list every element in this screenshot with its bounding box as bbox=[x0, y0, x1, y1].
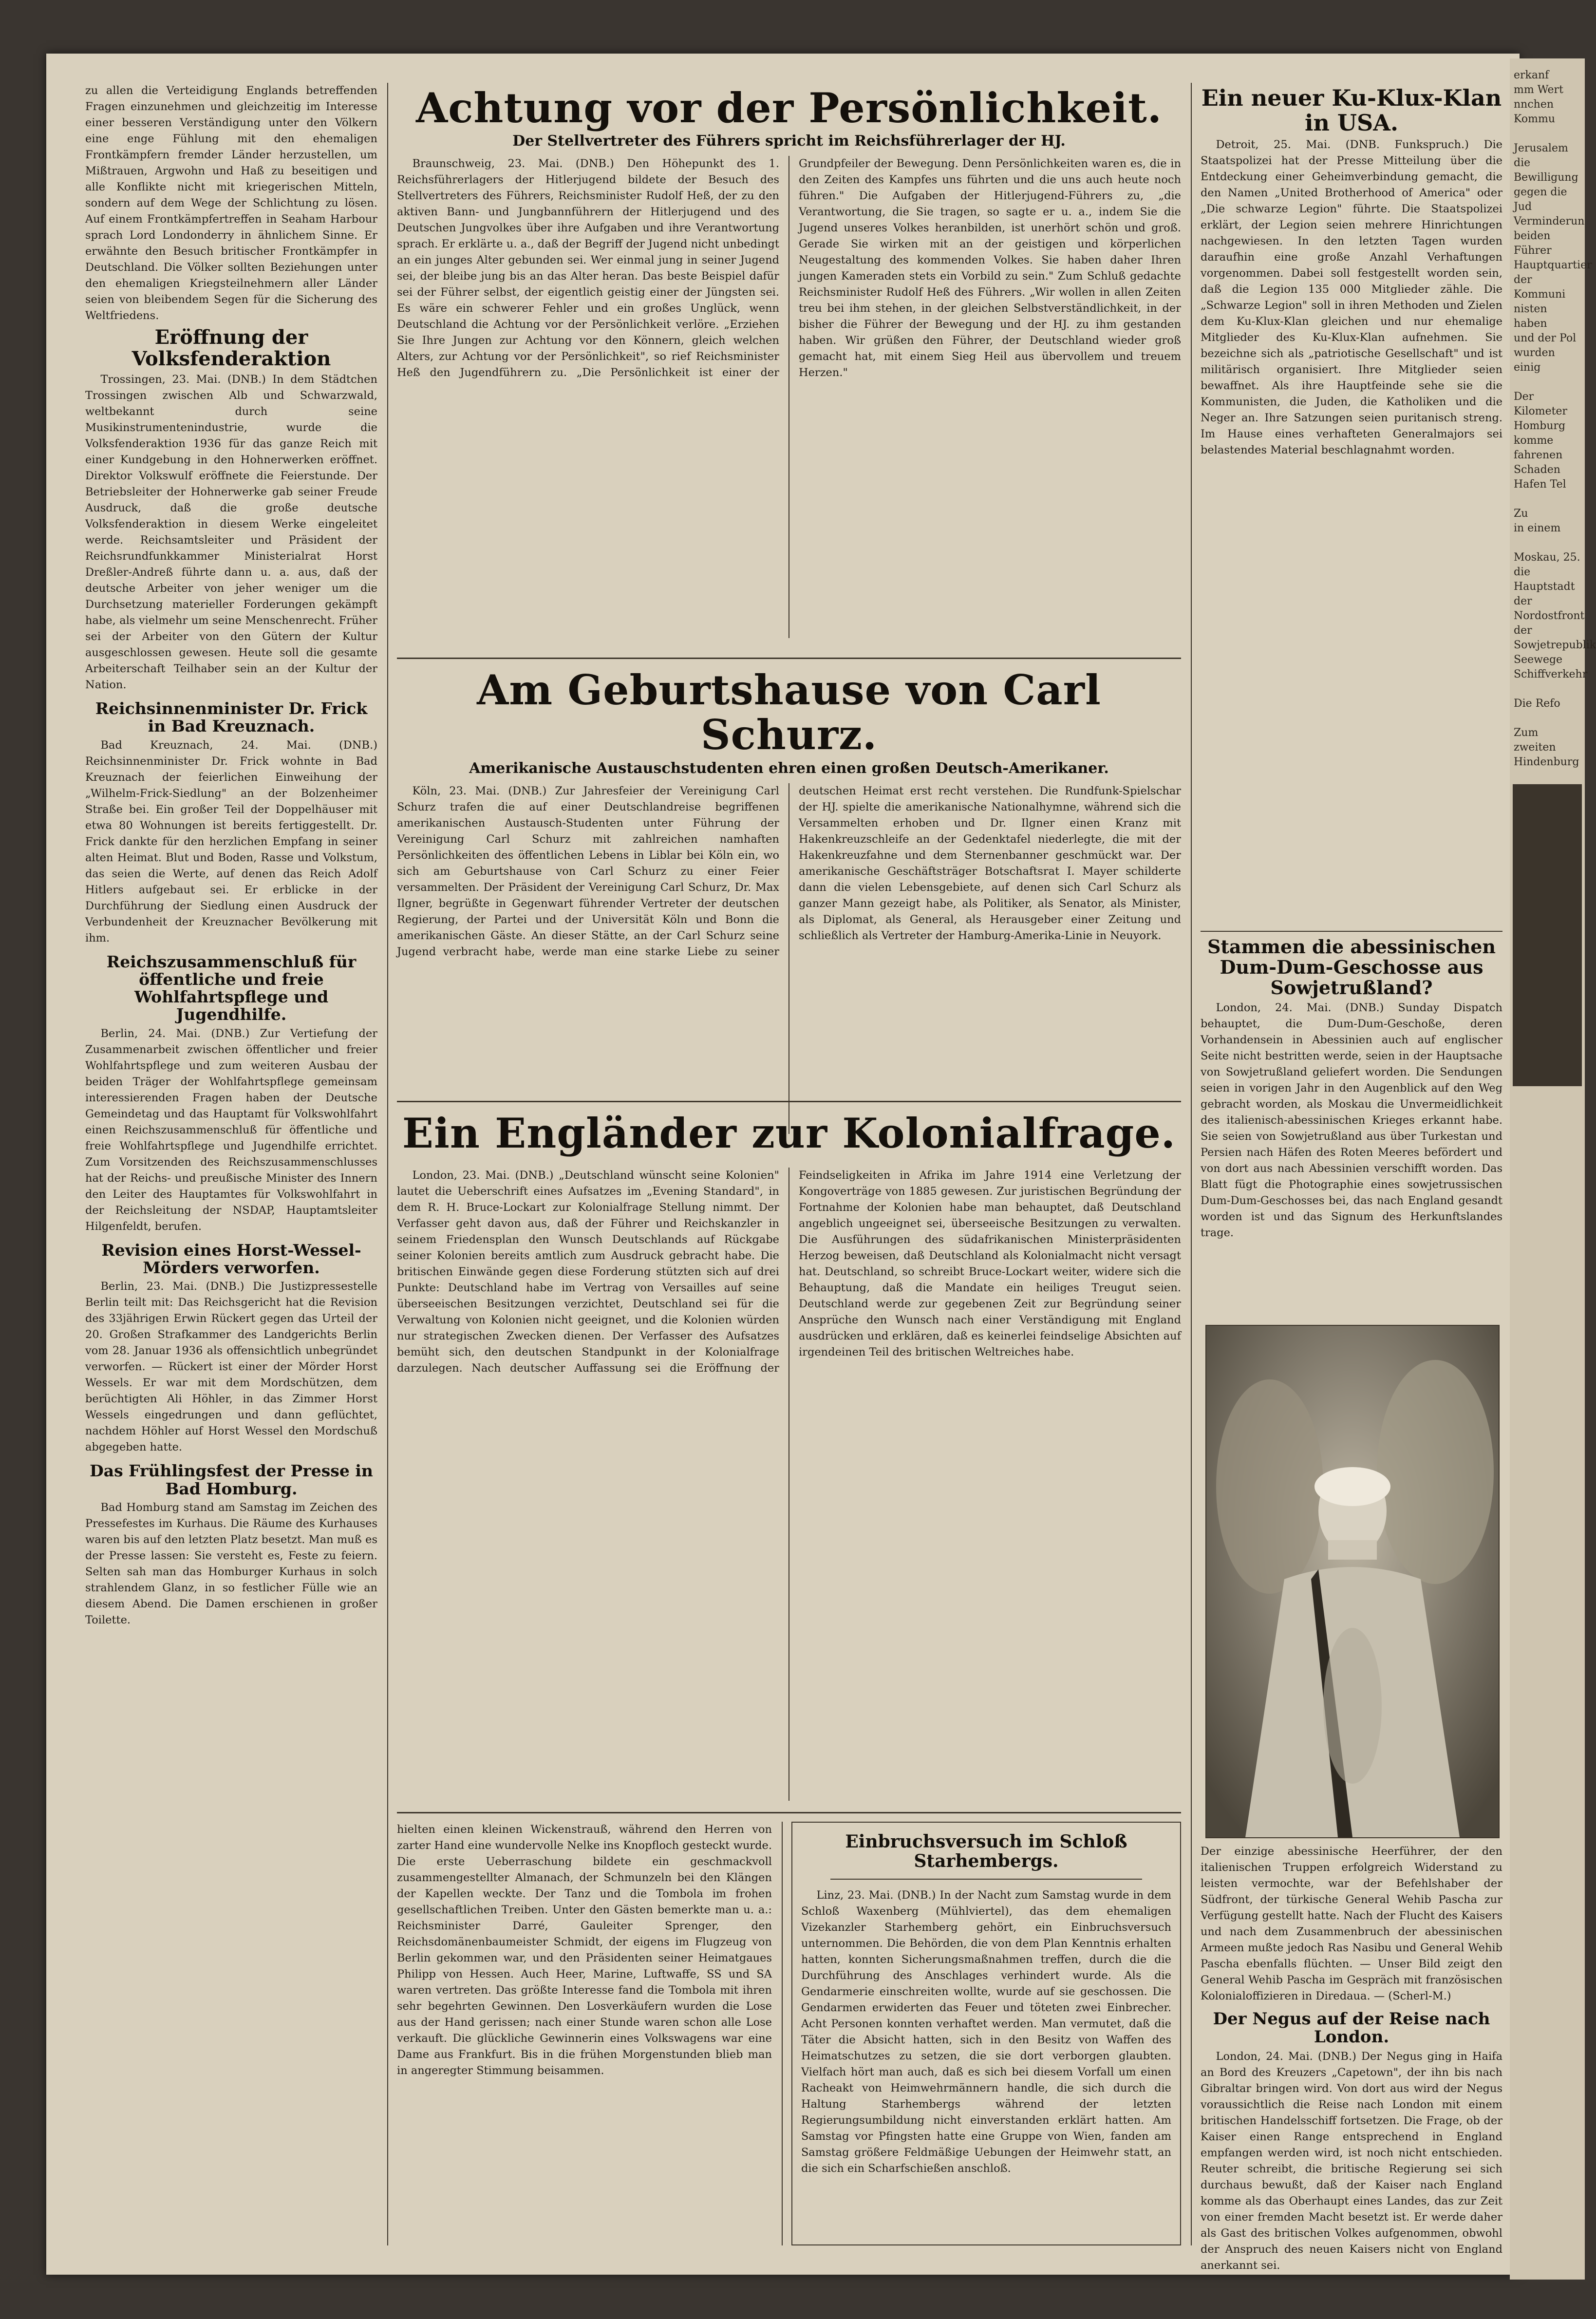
adjacent-page-photo bbox=[1513, 784, 1582, 1086]
body-einbruchsversuch: Linz, 23. Mai. (DNB.) In der Nacht zum Samstag wurde in dem Schloß Waxenberg (Mühlviertel), das dem ehemaligen Vizekanzler Starhemberg gehört, ein Einbruchsversuch unternommen. Die Behörden, die von dem Plan Kenntnis erhalten hatten, konnten Sicherungsmaßnahmen treffen, durch die die Durchführung des Anschlages verhindert wurde. Als die Gendarmerie einschreiten wollte, wurde auf sie geschossen. Die Gendarmen erwiderten das Feuer und töteten zwei Einbrecher. Acht Personen konnten verhaftet werden. Man vermutet, daß die Täter die Absicht hatten, sich in den Besitz von Waffen des Heimatschutzes zu setzen, die sie dort verborgen glaubten. Vielfach hört man auch, daß es sich bei diesem Vorfall um einen Racheakt von Heimwehrmännern handle, die sich durch die Haltung Starhembergs während der letzten Regierungsumbildung nicht einverstanden erklärt hatten. Am Samstag vor Pfingsten hatte eine Gruppe von Wien, fanden am Samstag größere Feldmäßige Uebungen der Heimwehr statt, an die sich ein Scharfschießen anschloß. bbox=[801, 1889, 1171, 2175]
section-rule bbox=[397, 658, 1181, 659]
body-kolonialfrage: London, 23. Mai. (DNB.) „Deutschland wünscht seine Kolonien" lautet die Ueberschrift eines Aufsatzes im „Evening Standard", in dem R. H. Bruce-Lockart zur Kolonialfrage Stellung nimmt. Der Verfasser geht davon aus, daß der Führer und Reichskanzler in seinem Friedensplan den Wunsch Deutschlands auf Rückgabe seiner Kolonien bereits amtlich zum Ausdruck gebracht habe. Die britischen Einwände gegen diese Forderung stützten sich auf drei Punkte: Deutschland habe im Vertrag von Versailles auf seine überseeischen Besitzungen verzichtet, Deutschland sei für die Verwaltung von Kolonien nicht geeignet, und die Kolonien würden nur strategischen Zwecken dienen. Der Verfasser des Aufsatzes bemüht sich, den deutschen Standpunkt in der Kolonialfrage darzulegen. Nach deutscher Auffassung sei die Eröffnung der Feindseligkeiten in Afrika im Jahre 1914 eine Verletzung der Kongoverträge von 1885 gewesen. Zur juristischen Begründung der Fortnahme der Kolonien habe man behauptet, daß Deutschland angeblich ungeeignet sei, überseeische Besitzungen zu verwalten. Die Ausführungen des südafrikanischen Ministerpräsidenten Herzog beweisen, daß Deutschland als Kolonialmacht nicht versagt hat. Deutschland, so schreibt Bruce-Lockart weiter, widere sich die Behauptung, daß die Mandate ein heiliges Treugut seien. Deutschland werde zur gegebenen Zeit zur Begründung seiner Ansprüche den Wunsch nach einer Verständigung mit England ausdrücken und erklären, daß es keinerlei feindselige Absichten auf irgendeinen Teil des britischen Weltreiches habe. bbox=[397, 1169, 1181, 1375]
photo-caption: Der einzige abessinische Heerführer, der den italienischen Truppen erfolgreich Widerstand zu leisten vermochte, war der Befehlshaber der Südfront, der türkische General Wehib Pascha zur Verfügung gestellt hatte. Nach der Flucht des Kaisers und nach dem Zusammenbruch der abessinischen Armeen mußte jedoch Ras Nasibu und General Wehib Pascha ebenfalls flüchten. — Unser Bild zeigt den General Wehib Pascha im Gespräch mit französischen Kolonialoffizieren in Diredaua. — (Scherl-M.) bbox=[1201, 1845, 1502, 2002]
photo-wehib-pascha bbox=[1205, 1325, 1500, 1838]
headline-negus: Der Negus auf der Reise nach London. bbox=[1213, 2009, 1490, 2047]
article-body-revision: Berlin, 23. Mai. (DNB.) Die Justizpressestelle Berlin teilt mit: Das Reichsgericht hat die Revision des 33jährigen Erwin Rückert gegen das Urteil der 20. Großen Strafkammer des Landgerichts Berlin vom 28. Januar 1936 als offensichtlich unbegründet verworfen. — Rückert ist einer der Mörder Horst Wessels. Er war mit dem Mordschützen, dem berüchtigten Ali Höhler, in das Zimmer Horst Wessels eingedrungen und dann geflüchtet, nachdem Höhler auf Horst Wessel den Mordschuß abgegeben hatte. bbox=[85, 1280, 377, 1454]
article-body-volksfender: Trossingen, 23. Mai. (DNB.) In dem Städtchen Trossingen zwischen Alb und Schwarzwald, weltbekannt durch seine Musikinstrumentenindustrie, wurde die Volksfenderaktion 1936 für das ganze Reich mit einer Kundgebung in den Hohnerwerken eröffnet. Direktor Volkswulf eröffnete die Feierstunde. Der Betriebsleiter der Hohnerwerke gab seiner Freude Ausdruck, daß die große deutsche Volksfenderaktion in diesem Werke eingeleitet werde. Reichsamtsleiter und Präsident der Reichsrundfunkkammer Ministerialrat Horst Dreßler-Andreß führte dann u. a. aus, daß der deutsche Arbeiter von jeher weniger um die Durchsetzung materieller Forderungen gekämpft habe, als vielmehr um seine Menschenrecht. Früher sei der Arbeiter von den Gütern der Kultur ausgeschlossen gewesen. Heute soll die gesamte Arbeiterschaft Teilhaber sein an der Kultur der Nation. bbox=[85, 373, 377, 691]
headline-kolonialfrage: Ein Engländer zur Kolonialfrage. bbox=[402, 1109, 1176, 1157]
photo-image bbox=[1206, 1326, 1499, 1837]
article-title-revision: Revision eines Horst-Wessel-Mörders verworfen. bbox=[101, 1240, 361, 1278]
subhead-persoenlichkeit: Der Stellvertreter des Führers spricht im Reichsführerlager der HJ. bbox=[512, 132, 1066, 150]
article-body-pressefest: Bad Homburg stand am Samstag im Zeichen des Pressefestes im Kurhaus. Die Räume des Kurhauses waren bis auf den letzten Platz besetzt. Man muß es der Presse lassen: Sie versteht es, Feste zu feiern. Selten sah man das Homburger Kurhaus in solch strahlendem Glanz, in so festlicher Fülle wie an diesem Abend. Die Damen erschienen in großer Toilette. bbox=[85, 1501, 377, 1626]
left-intro: zu allen die Verteidigung Englands betreffenden Fragen einzunehmen und gleichzeitig im Interesse einer besseren Verständigung unter den Völkern eine enge Fühlung mit den ehemaligen Frontkämpfern fremder Länder herzustellen, um Mißtrauen, Argwohn und Haß zu beseitigen und alle Konflikte nicht mit kriegerischen Mitteln, sondern auf dem Wege der Schlichtung zu lösen. Auf einem Frontkämpfertreffen in Seaham Harbour sprach Lord Londonderry in ähnlichem Sinne. Er erwähnte den Besuch britischer Frontkämpfer in Deutschland. Die Völker sollten Beziehungen unter den ehemaligen Kriegsteilnehmern aller Länder seien von bleibendem Segen für die Sicherung des Weltfriedens. bbox=[85, 84, 377, 322]
pressefest-continuation bbox=[397, 1822, 772, 2245]
left-column bbox=[85, 83, 377, 2245]
article-title-frick: Reichsinnenminister Dr. Frick in Bad Kreuznach. bbox=[95, 699, 368, 736]
body-dum-dum: London, 24. Mai. (DNB.) Sunday Dispatch behauptet, die Dum-Dum-Geschoße, deren Vorhandensein in Abessinien auch auf englischer Seite nicht bestritten werde, seien in der Hauptsache von Sowjetrußland geliefert worden. Die Sendungen seien in vorigen Jahr in den Augenblick auf den Weg gebracht worden, als Moskau die Unvermeidlichkeit des italienisch-abessinischen Krieges erkannt habe. Sie seien von Sowjetrußland aus über Turkestan und Persien nach Häfen des Roten Meeres befördert und von dort aus nach Abessinien verschifft worden. Das Blatt fügt die Photographie eines sowjetrussischen Dum-Dum-Geschosses bei, das nach England gesandt worden ist und das Signum des Herkunftslandes trage. bbox=[1201, 1001, 1502, 1239]
column-rule bbox=[782, 1822, 783, 2245]
column-rule bbox=[1191, 83, 1192, 2245]
article-kolonialfrage bbox=[397, 1108, 1181, 1805]
body-ku-klux-klan: Detroit, 25. Mai. (DNB. Funkspruch.) Die Staatspolizei hat der Presse Mitteilung über die Entdeckung einer Geheimverbindung gemacht, die den Namen „United Brotherhood of America" oder „Die schwarze Legion" führte. Die Staatspolizei erklärt, der Legion seien mehrere Hinrichtungen nachgewiesen. In den letzten Tagen wurden daraufhin eine große Anzahl Verhaftungen vorgenommen. Dabei soll festgestellt worden sein, daß die Legion 135 000 Mitglieder zähle. Die „Schwarze Legion" soll in ihren Methoden und Zielen dem Ku-Klux-Klan gleichen und nur ehemalige Mitglieder des Ku-Klux-Klan aufnehmen. Sie bezeichne sich als „patriotische Gesellschaft" und ist militärisch organisiert. Ihre Mitglieder seien bewaffnet. Als ihre Hauptfeinde sehe sie die Kommunisten, die Juden, die Katholiken und die Neger an. Ihre Satzungen seien puritanisch streng. Im Hause eines verhafteten Generalmajors sei belastendes Material beschlagnahmt worden. bbox=[1201, 138, 1502, 457]
headline-carl-schurz: Am Geburtshause von Carl Schurz. bbox=[477, 666, 1101, 759]
body-persoenlichkeit: Braunschweig, 23. Mai. (DNB.) Den Höhepunkt des 1. Reichsführerlagers der Hitlerjugend bildete der Besuch des Stellvertreters des Führers, Reichsminister Rudolf Heß, der zu den aktiven Bann- und Jungbannführern der Hitlerjugend und des Deutschen Jungvolkes über ihre Aufgaben und ihre Verantwortung sprach. Er erklärte u. a., daß der Begriff der Jugend nicht unbedingt an ein junges Alter gebunden sei. Wer einmal jung in seiner Jugend sei, der bleibe jung bis an das Alter heran. Das beste Beispiel dafür sei der Führer selbst, der eigentlich geistig einer der Jüngsten sei. Es wäre ein schwerer Fehler und ein großes Unglück, wenn Deutschland die Achtung vor der Persönlichkeit verlöre. „Erziehen Sie Ihre Jungen zur Achtung vor den Könnern, gleich welchen Alters, zur Achtung vor der Persönlichkeit", so rief Reichsminister Heß den Jugendführern zu. „Die Persönlichkeit ist einer der Grundpfeiler der Bewegung. Denn Persönlichkeiten waren es, die in den Zeiten des Kampfes uns führten und die uns auch heute noch führen." Die Aufgaben der Hitlerjugend-Führers zu, „die Verantwortung, die Sie tragen, so sagte er u. a., indem Sie die Jugend unseres Volkes heranbilden, ist unerhört schön und groß. Gerade Sie wirken mit an der geistigen und körperlichen Neugestaltung des kommenden Volkes. Sie haben daher Ihren jungen Kameraden stets ein Vorbild zu sein." Zum Schluß gedachte Reichsminister Rudolf Heß des Führers. „Wir wollen in allen Zeiten treu bei ihm stehen, in der gleichen Selbstverständlichkeit, in der bisher die Führer der Bewegung und der HJ. zu ihm gestanden haben. Wir grüßen den Führer, der Deutschland wieder groß gemacht hat, mit einem Sieg Heil aus übervollem und treuem Herzen." bbox=[397, 157, 1181, 379]
headline-persoenlichkeit: Achtung vor der Persönlichkeit. bbox=[416, 84, 1162, 132]
article-title-pressefest: Das Frühlingsfest der Presse in Bad Homburg. bbox=[90, 1461, 373, 1498]
article-body-frick: Bad Kreuznach, 24. Mai. (DNB.) Reichsinnenminister Dr. Frick wohnte in Bad Kreuznach der feierlichen Einweihung der „Wilhelm-Frick-Siedlung" an der Bolzenheimer Straße bei. Ein großer Teil der Doppelhäuser mit etwa 80 Wohnungen ist bereits fertiggestellt. Dr. Frick dankte für den herzlichen Empfang in seiner alten Heimat. Blut und Boden, Rasse und Volkstum, das seien die Werte, auf denen das Reich Adolf Hitlers aufgebaut sei. Er erblicke in der Durchführung der Siedlung einen Ausdruck der Verbundenheit der Kreuznacher Bevölkerung mit ihm. bbox=[85, 738, 377, 944]
article-einbruchsversuch bbox=[791, 1822, 1181, 2245]
body-carl-schurz: Köln, 23. Mai. (DNB.) Zur Jahresfeier der Vereinigung Carl Schurz trafen die auf einer Deutschlandreise begriffenen amerikanischen Austausch-Studenten unter Führung der Vereinigung Carl Schurz mit zahlreichen namhaften Persönlichkeiten des öffentlichen Lebens in Liblar bei Köln ein, wo sich am Geburtshause von Carl Schurz zu einer Feier versammelten. Der Präsident der Vereinigung Carl Schurz, Dr. Max Ilgner, begrüßte in Gegenwart führender Vertreter der deutschen Regierung, der Partei und der Universität Köln und Bonn die amerikanischen Gäste. An dieser Stätte, an der Carl Schurz seine Jugend verbracht habe, werde man eine starke Liebe zu seiner deutschen Heimat erst recht verstehen. Die Rundfunk-Spielschar der HJ. spielte die amerikanische Nationalhymne, während sich die Versammelten erhoben und Dr. Ilgner einen Kranz mit Hakenkreuzschleife an der Gedenktafel niederlegte, die mit der Hakenkreuzfahne und dem Sternenbanner geschmückt war. Der amerikanische Geschäftsträger Botschaftsrat I. Mayer schilderte dann die vielen Lebensgebiete, auf denen sich Carl Schurz als ganzer Mann gezeigt habe, als Politiker, als Senator, als Minister, als Diplomat, als General, als Herausgeber einer Zeitung und schließlich als Vertreter der Hamburg-Amerika-Linie in Neuyork. bbox=[397, 784, 1181, 958]
column-rule bbox=[387, 83, 388, 2245]
adjacent-page-text: erkanf mm Wert nnchen Kommu Jerusalem die Bewilligung gegen die Jud Verminderun beiden Führer Hauptquartier der Kommuni nisten haben und der Pol wurden einig Der Kilometer Homburg komme fahrenen Schaden Hafen Tel Zu in einem Moskau, 25. die Hauptstadt der Nordostfront der Sowjetrepublik Seewege Schiffverkehr Die Refo Zum zweiten Hindenburg bbox=[1514, 69, 1596, 768]
adjacent-page-sliver bbox=[1510, 58, 1596, 2280]
body-negus: London, 24. Mai. (DNB.) Der Negus ging in Haifa an Bord des Kreuzers „Capetown", der ihn bis nach Gibraltar bringen wird. Von dort aus wird der Negus voraussichtlich die Reise nach London mit einem britischen Handelsschiff fortsetzen. Die Frage, ob der Kaiser einen Range entsprechend in England empfangen werden wird, ist noch nicht entschieden. Reuter schreibt, die britische Regierung sei sich durchaus bewußt, daß der Kaiser nach England komme als das Oberhaupt eines Landes, das zur Zeit von einer fremden Macht besetzt ist. Er werde daher als Gast des britischen Volkes aufgenommen, obwohl der Anspruch des neuen Kaisers nicht von England anerkannt sei. bbox=[1201, 2050, 1502, 2272]
headline-dum-dum: Stammen die abessinischen Dum-Dum-Geschosse aus Sowjetrußland? bbox=[1207, 936, 1496, 999]
body-pressefest-continued: hielten einen kleinen Wickenstrauß, während den Herren von zarter Hand eine wundervolle Nelke ins Knopfloch gesteckt wurde. Die erste Ueberraschung bildete ein geschmackvoll zusammengestellter Almanach, der Schmunzeln bei den Klängen der Kapellen weckte. Der Tanz und die Tombola im frohen gesellschaftlichen Treiben. Unter den Gästen bemerkte man u. a.: Reichsminister Darré, Gauleiter Sprenger, den Reichsdomänenbaumeister Schmidt, der eigens im Flugzeug von Berlin gekommen war, und den Präsidenten seiner Heimatgaues Philipp von Hessen. Auch Heer, Marine, Luftwaffe, SS und SA waren vertreten. Das größte Interesse fand die Tombola mit ihren sehr begehrten Gewinnen. Den Losverkäufern wurden die Lose aus der Hand gerissen; nach einer Stunde waren schon alle Lose verkauft. Die glückliche Gewinnerin eines Volkswagens war eine Dame aus Frankfurt. Bis in die frühen Morgenstunden blieb man in angeregter Stimmung beisammen. bbox=[397, 1823, 772, 2077]
article-body-wohlfahrt: Berlin, 24. Mai. (DNB.) Zur Vertiefung der Zusammenarbeit zwischen öffentlicher und freier Wohlfahrtspflege und zum weiteren Ausbau der beiden Träger der Wohlfahrtspflege gemeinsam interessierenden Fragen haben der Deutsche Gemeindetag und das Hauptamt für Volkswohlfahrt einen Reichszusammenschluß für öffentliche und freie Wohlfahrtspflege und Jugendhilfe errichtet. Zum Vorsitzenden des Reichszusammenschlusses hat der Reichs- und preußische Minister des Innern den Leiter des Hauptamtes für Volkswohlfahrt in der Reichsleitung der NSDAP, Hauptamtsleiter Hilgenfeldt, berufen. bbox=[85, 1027, 377, 1233]
subhead-carl-schurz: Amerikanische Austauschstudenten ehren einen großen Deutsch-Amerikaner. bbox=[469, 759, 1109, 777]
headline-einbruchsversuch: Einbruchsversuch im Schloß Starhembergs. bbox=[845, 1831, 1127, 1871]
section-rule bbox=[397, 1812, 1181, 1813]
article-persoenlichkeit bbox=[397, 83, 1181, 648]
article-title-volksfender: Eröffnung der Volksfenderaktion bbox=[131, 326, 331, 370]
newspaper-page bbox=[46, 54, 1520, 2275]
article-carl-schurz bbox=[397, 665, 1181, 1094]
section-rule bbox=[397, 1101, 1181, 1102]
right-column-lower bbox=[1201, 1844, 1502, 2272]
headline-ku-klux-klan: Ein neuer Ku-Klux-Klan in USA. bbox=[1201, 85, 1502, 136]
article-title-wohlfahrt: Reichszusammenschluß für öffentliche und freie Wohlfahrtspflege und Jugendhilfe. bbox=[106, 952, 357, 1024]
